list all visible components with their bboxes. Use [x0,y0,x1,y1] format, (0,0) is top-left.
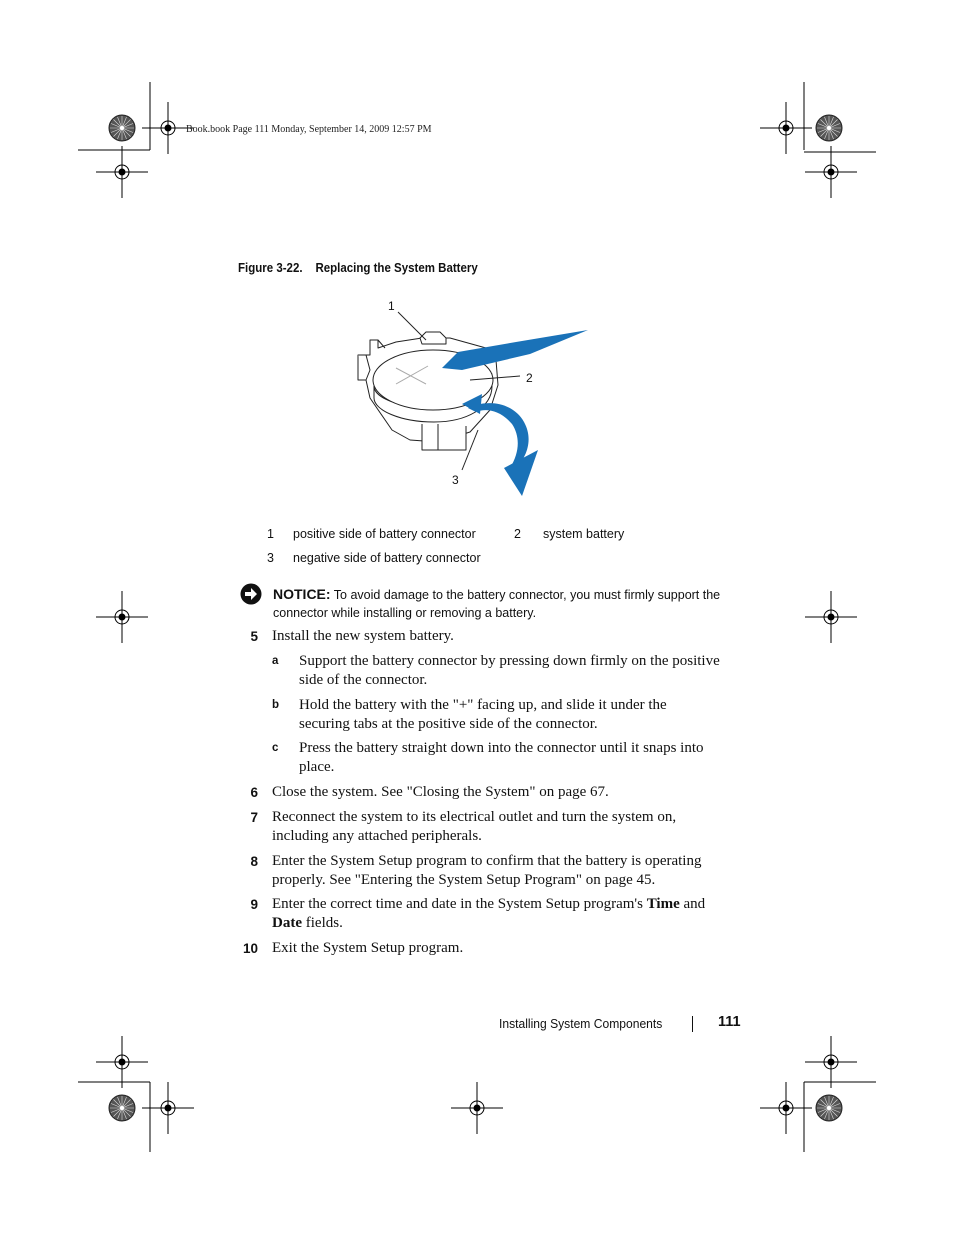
notice-arrow-icon [240,583,262,605]
step-number: 8 [250,854,258,869]
ui-term-time: Time [646,896,680,912]
print-slug: Book.book Page 111 Monday, September 14, 2009 12:57 PM [186,124,432,135]
ui-term-date: Date [272,915,302,931]
footer-section-title: Installing System Components [499,1016,663,1031]
notice-label: NOTICE: [273,586,331,602]
step-number: 10 [242,941,258,956]
substep-letter: c [272,742,279,754]
registration-star-icon [816,115,842,141]
callout-1: 1 [388,299,395,313]
registration-star-icon [816,1095,842,1121]
substep-letter: a [272,655,279,667]
substep-line: Press the battery straight down into the connector until it snaps into [299,740,704,756]
step-line: Enter the correct time and date in the System Setup program's [272,896,647,912]
legend-label: system battery [543,527,625,541]
step-number: 6 [250,785,258,800]
figure-number: Figure 3-22. [238,261,303,275]
registration-target-icon [96,146,148,198]
figure-title: Replacing the System Battery [315,261,478,275]
substep-line: Support the battery connector by pressing down firmly on the positive [299,653,720,669]
substep-line: side of the connector. [299,672,428,688]
step-number: 5 [250,629,258,644]
registration-star-icon [109,115,135,141]
step-text [272,852,742,890]
substep-text [299,739,744,777]
step-line: Enter the System Setup program to confirm that the battery is operating [272,853,702,869]
registration-target-icon [805,591,857,643]
step-number: 9 [250,897,258,912]
notice-text: To avoid damage to the battery connector, you must firmly support the [330,588,721,602]
legend-label: negative side of battery connector [293,551,481,565]
substep-text [299,652,744,690]
legend-num: 1 [267,527,274,541]
step-text [272,895,742,933]
step-text [272,808,742,846]
substep-line: Hold the battery with the "+" facing up, and slide it under the [299,697,667,713]
substep-line: place. [299,759,335,775]
legend-num: 2 [514,527,521,541]
step-text: Close the system. See "Closing the System" on page 67. [272,784,609,800]
step-line: including any attached peripherals. [272,828,482,844]
registration-target-icon [96,591,148,643]
substep-text [299,696,744,734]
notice-block [273,585,743,622]
legend-label: positive side of battery connector [293,527,476,541]
registration-target-icon [96,1036,148,1088]
registration-star-icon [109,1095,135,1121]
registration-target-icon [805,1036,857,1088]
page-number: 111 [718,1014,741,1030]
battery-figure [330,290,600,500]
step-line: and [679,896,706,912]
step-text: Exit the System Setup program. [272,940,464,956]
substep-letter: b [272,699,280,711]
step-text: Install the new system battery. [272,628,454,644]
legend-num: 3 [267,551,274,565]
step-number: 7 [250,810,258,825]
step-line: Reconnect the system to its electrical outlet and turn the system on, [272,809,677,825]
step-line: fields. [302,915,343,931]
callout-2: 2 [526,371,533,385]
substep-line: securing tabs at the positive side of the connector. [299,716,598,732]
registration-target-icon [451,1082,503,1134]
step-line: properly. See "Entering the System Setup Program" on page 45. [272,872,656,888]
footer-divider [692,1016,693,1032]
registration-target-icon [805,146,857,198]
figure-caption [238,261,478,275]
callout-3: 3 [452,473,459,487]
notice-text: connector while installing or removing a battery. [273,606,537,620]
